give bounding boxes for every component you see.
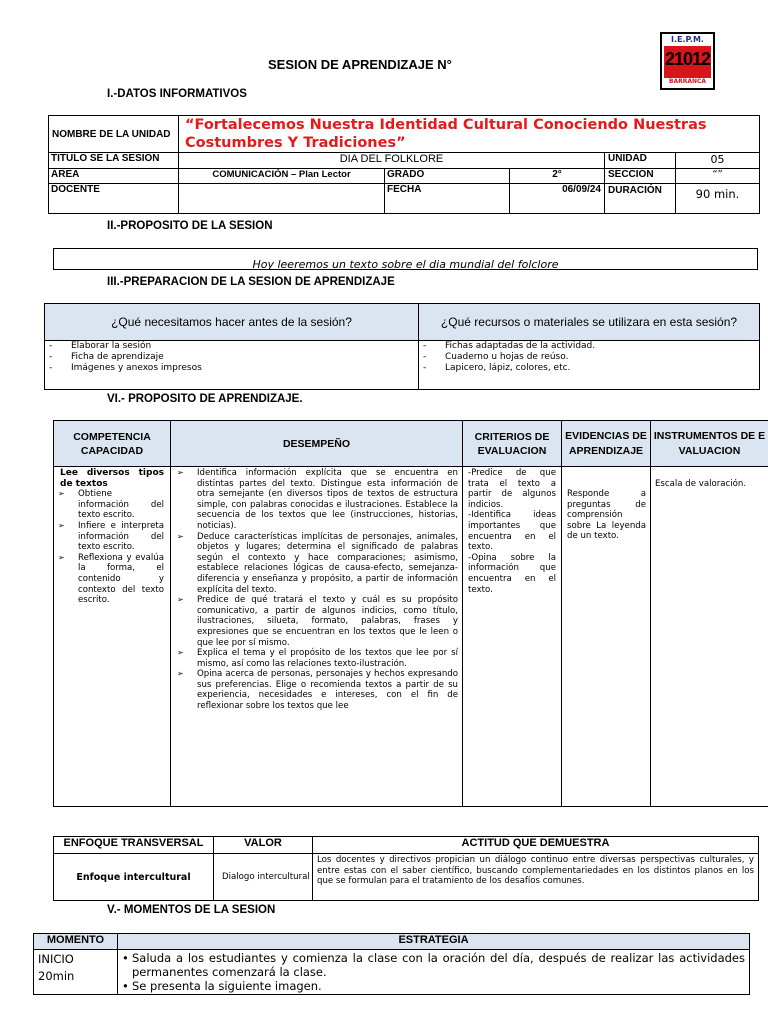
bullet-icon: • — [122, 951, 129, 965]
page-title: SESION DE APRENDIZAJE N° — [268, 57, 452, 72]
bullet-icon: • — [122, 979, 129, 993]
evidencias-cell: Responde a preguntas de comprensión sobre La leyenda de un texto. — [562, 467, 651, 807]
area-value: COMUNICACIÓN – Plan Lector — [179, 169, 385, 184]
estrategia-item — [122, 979, 745, 993]
unidad-label: UNIDAD — [605, 153, 676, 169]
criterio-item: -Predice de que trata el texto a partir de algunos indicios. — [468, 468, 556, 510]
header-momento: MOMENTO — [34, 934, 118, 950]
enfoque-table — [53, 836, 759, 901]
header-instrumentos: INSTRUMENTOS DE EVALUACION — [651, 421, 768, 467]
estrategia-item — [122, 951, 745, 979]
grado-label: GRADO — [385, 169, 510, 184]
fecha-value: 06/09/24 — [510, 184, 605, 214]
duracion-label: DURACIÓN — [605, 184, 676, 214]
criterio-item: -Identifica ideas importantes que encuentra en el texto. — [468, 510, 556, 553]
desempeno-item: ➢ Predice de qué tratará el texto y cuál es su propósito comunicativo, a partir de algunos indicios, como título, ilustraciones, silueta, formato, palabras, frases y expresiones que se encuentran en los textos que le leen o que lee por sí mismo. — [175, 595, 458, 648]
header-evidencias: EVIDENCIAS DE APRENDIZAJE — [562, 421, 651, 467]
preparacion-item: - Ficha de aprendizaje — [45, 352, 418, 363]
preparacion-item: - Imágenes y anexos impresos — [45, 363, 418, 374]
preparacion-col2-list — [419, 341, 760, 390]
preparacion-table — [44, 303, 760, 390]
recurso-item: - Cuaderno u hojas de reúso. — [419, 352, 759, 363]
header-enfoque: ENFOQUE TRANSVERSAL — [54, 837, 214, 854]
estrategia-text: Se presenta la siguiente imagen. — [132, 979, 322, 993]
session-title: DIA DEL FOLKLORE — [179, 153, 605, 169]
preparacion-col1-header: ¿Qué necesitamos hacer antes de la sesión? — [45, 304, 419, 341]
docente-label: DOCENTE — [49, 184, 179, 214]
datos-informativos-table — [48, 115, 760, 214]
header-desempeno: DESEMPEÑO — [171, 421, 463, 467]
section-heading-preparacion: III.-PREPARACION DE LA SESION DE APRENDIZAJE — [107, 276, 395, 288]
grado-value: 2° — [510, 169, 605, 184]
unidad-value: 05 — [676, 153, 760, 169]
actitud-value: Los docentes y directivos propician un diálogo continuo entre diversas perspectivas culturales, y entre estas con el saber científico, buscando complementariedades en los distintos planos en los que se formulan para el tratamiento de los desafíos comunes. — [313, 854, 759, 901]
competencia-title: Lee diversos tipos de textos — [60, 468, 164, 489]
valor-value: Dialogo intercultural — [214, 854, 313, 901]
header-actitud: ACTITUD QUE DEMUESTRA — [313, 837, 759, 854]
desempeno-item: ➢ Identifica información explícita que se encuentra en distintas partes del texto. Distingue esta información de otra semejante (en diversos tipos de textos de estructura simple, con palabras conocidas e ilustraciones. Establece la secuencia de los textos que lee (instrucciones, historias, noticias). — [175, 468, 458, 532]
estrategia-text: Saluda a los estudiantes y comienza la clase con la oración del día, después de realizar las actividades permanentes comenzará la clase. — [132, 951, 745, 979]
capacidad-item: ➢ Obtiene información del texto escrito. — [56, 489, 164, 521]
section-heading-momentos: V.- MOMENTOS DE LA SESION — [107, 904, 276, 916]
seccion-value: “” — [676, 169, 760, 184]
competencia-cell — [54, 467, 171, 807]
area-label: AREA — [49, 169, 179, 184]
recurso-item: - Lapicero, lápiz, colores, etc. — [419, 363, 759, 374]
logo-number: 21012 — [664, 49, 711, 69]
preparacion-col2-header: ¿Qué recursos o materiales se utilizara en esta sesión? — [419, 304, 760, 341]
section-heading-datos: I.-DATOS INFORMATIVOS — [107, 88, 247, 100]
instrumentos-cell: Escala de valoración. — [651, 467, 768, 807]
section-heading-aprendizaje: VI.- PROPOSITO DE APRENDIZAJE. — [107, 393, 303, 405]
desempeno-cell — [171, 467, 463, 807]
momento-value: INICIO 20min — [34, 950, 118, 995]
capacidad-item: ➢ Reflexiona y evalúa la forma, el contenido y contexto del texto escrito. — [56, 553, 164, 606]
header-estrategia: ESTRATEGIA — [118, 934, 750, 950]
enfoque-value: Enfoque intercultural — [54, 854, 214, 901]
preparacion-col1-list — [45, 341, 419, 390]
fecha-label: FECHA — [385, 184, 510, 214]
desempeno-item: ➢ Opina acerca de personas, personajes y hechos expresando sus preferencias. Elige o recomienda textos a partir de su experiencia, necesidades e intereses, con el fin de reflexionar sobre los textos que lee — [175, 669, 458, 711]
proposito-text: Hoy leeremos un texto sobre el dia mundial del folclore — [252, 258, 559, 271]
momentos-table — [33, 933, 750, 995]
seccion-label: SECCION — [605, 169, 676, 184]
header-valor: VALOR — [214, 837, 313, 854]
session-title-label: TITULO SE LA SESION — [49, 153, 179, 169]
estrategia-cell — [118, 950, 750, 995]
school-logo — [660, 32, 715, 90]
desempeno-item: ➢ Deduce características implícitas de personajes, animales, objetos y lugares; determina el significado de palabras según el contexto y hace comparaciones; asimismo, establece relaciones lógicas de causa-efecto, semejanza-diferencia y enseñanza y propósito, a partir de información explícita del texto. — [175, 532, 458, 596]
criterios-cell — [463, 467, 562, 807]
criterio-item: -Opina sobre la información que encuentra en el texto. — [468, 552, 556, 595]
recurso-item: - Fichas adaptadas de la actividad. — [419, 341, 759, 352]
section-heading-proposito: II.-PROPOSITO DE LA SESION — [107, 220, 273, 232]
proposito-box — [53, 248, 758, 270]
unit-name: “Fortalecemos Nuestra Identidad Cultural Conociendo Nuestras Costumbres Y Tradiciones” — [179, 116, 760, 153]
logo-top-text: I.E.P.M. — [671, 35, 704, 44]
header-competencia: COMPETENCIA CAPACIDAD — [54, 421, 171, 467]
header-criterios: CRITERIOS DE EVALUACION — [463, 421, 562, 467]
capacidad-item: ➢ Infiere e interpreta información del texto escrito. — [56, 521, 164, 553]
duracion-value: 90 min. — [676, 184, 760, 214]
unit-label: NOMBRE DE LA UNIDAD — [49, 116, 179, 153]
logo-bottom-text: BARRANCA — [668, 78, 707, 85]
preparacion-item: - Elaborar la sesión — [45, 341, 418, 352]
proposito-aprendizaje-table — [53, 420, 768, 807]
docente-value — [179, 184, 385, 214]
desempeno-item: ➢ Explica el tema y el propósito de los textos que lee por sí mismo, así como las relaciones texto-ilustración. — [175, 648, 458, 669]
